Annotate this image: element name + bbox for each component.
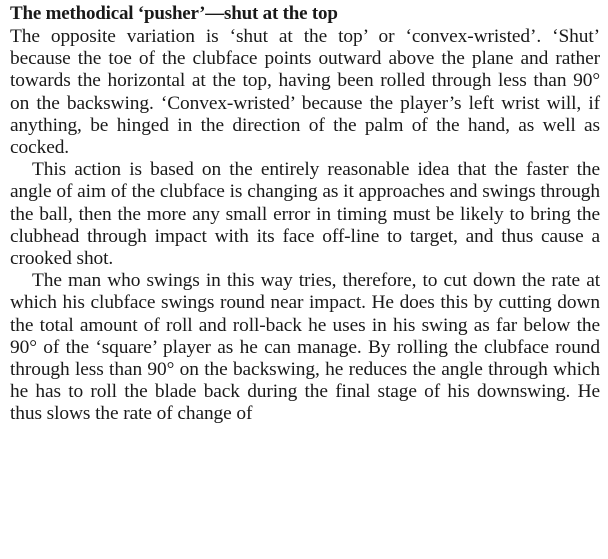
section-heading: The methodical ‘pusher’—shut at the top [10, 3, 338, 24]
paragraph-3: The man who swings in this way tries, therefore, to cut down the rate at which his clubface swings round near impact. He does this by cutting down the total amount of roll and roll-back he uses in his swing as far below the 90° of the ‘square’ player as he can manage. By rolling the clubface round through less than 90° on the backswing, he reduces the angle through which he has to roll the blade back during the final stage of his downswing. He thus slows the rate of change of [10, 270, 600, 425]
document-page [10, 0, 600, 426]
paragraph-1: The opposite variation is ‘shut at the top’ or ‘convex-wristed’. ‘Shut’ because the toe of the clubface points outward above the plane and rather towards the horizontal at the top, having been rolled through less than 90° on the backswing. ‘Convex-wristed’ because the player’s left wrist will, if anything, be hinged in the direction of the palm of the hand, as well as cocked. [10, 26, 600, 159]
paragraph-2: This action is based on the entirely reasonable idea that the faster the angle of aim of the clubface is changing as it approaches and swings through the ball, then the more any small error in timing must be likely to bring the clubhead through impact with its face off-line to target, and thus cause a crooked shot. [10, 159, 600, 270]
